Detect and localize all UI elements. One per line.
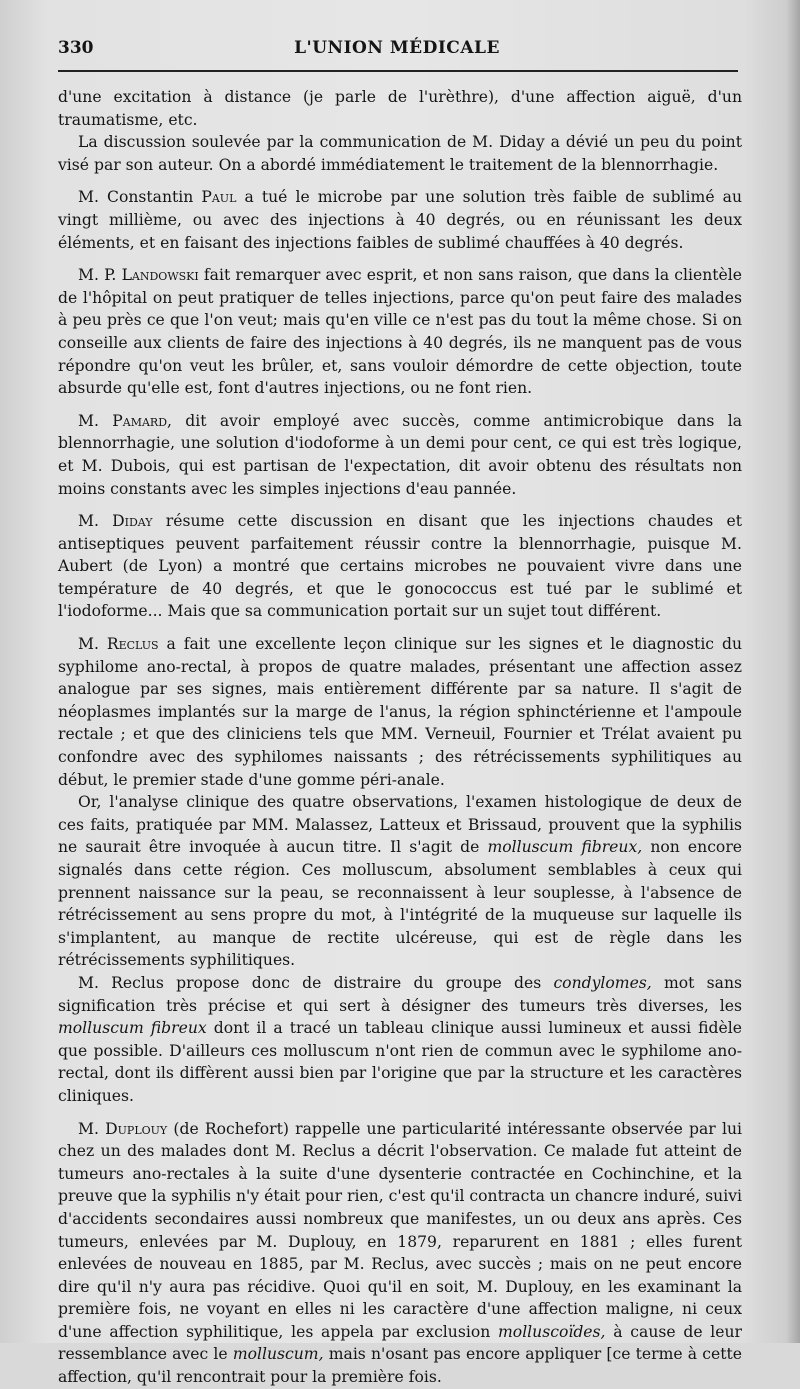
speaker-name: Pamard <box>112 411 168 430</box>
page-spine-shadow <box>786 0 800 1343</box>
header-rule <box>58 70 738 72</box>
paragraph-4: M. P. Landowski fait remarquer avec esprit, et non sans raison, que dans la clientèle de l'hôpital on peut pratiquer de telles injections, parce qu'on peut faire des malades à peu près ce que l'on veut; mais qu'en ville ce n'est pas du tout la même chose. Si on conseille aux clients de faire des injections à 40 degrés, ils ne manquent pas de vous répondre qu'on veut les brûler, et, sans vouloir démordre de cette objection, toute absurde qu'elle est, font d'autres injections, ou ne font rien. <box>58 266 742 398</box>
paragraph-7: M. Reclus a fait une excellente leçon clinique sur les signes et le diagnostic du syphilome ano-rectal, à propos de quatre malades, présentant une affection assez analogue par ses signes, mais entièrement différente par sa nature. Il s'agit de néoplasmes implantés sur la marge de l'anus, la région sphinctérienne et l'ampoule rectale ; et que des cliniciens tels que MM. Verneuil, Fournier et Trélat avaient pu confondre avec des syphilomes naissants ; des rétrécissements syphilitiques au début, le premier stade d'une gomme péri-anale. <box>58 635 742 789</box>
italic-term: molluscoïdes, <box>498 1322 606 1341</box>
page-header <box>58 38 736 62</box>
italic-term: molluscum, <box>232 1345 324 1364</box>
paragraph-1: d'une excitation à distance (je parle de l'urèthre), d'une affection aiguë, d'un traumatisme, etc. <box>58 88 742 129</box>
speaker-name: Reclus <box>106 635 159 654</box>
speaker-name: Landowski <box>121 266 199 285</box>
paragraph-3: M. Constantin Paul a tué le microbe par une solution très faible de sublimé au vingt millième, ou avec des injections à 40 degrés, ou en réunissant les deux éléments, et en faisant des injections faibles de sublimé chauffées à 40 degrés. <box>58 188 742 252</box>
paragraph-5: M. Pamard, dit avoir employé avec succès, comme antimicrobique dans la blennorrhagie, une solution d'iodoforme à un demi pour cent, ce qui est très logique, et M. Dubois, qui est partisan de l'expectation, dit avoir obtenu des résultats non moins constants avec les simples injections d'eau pannée. <box>58 411 742 498</box>
paragraph-8: Or, l'analyse clinique des quatre observations, l'examen histologique de deux de ces faits, pratiquée par MM. Malassez, Latteux et Brissaud, prouvent que la syphilis ne saurait être invoquée à aucun titre. Il s'agit de molluscum fibreux, non encore signalés dans cette région. Ces molluscum, absolument semblables à ceux qui prennent naissance sur la peau, se reconnaissent à leur souplesse, à l'absence de rétrécissement au sens propre du mot, à l'intégrité de la muqueuse sur laquelle ils s'implantent, au manque de rectite ulcéreuse, qui est de règle dans les rétrécissements syphilitiques. <box>58 793 743 970</box>
paragraph-10: M. Duplouy (de Rochefort) rappelle une particularité intéressante observée par lui chez un des malades dont M. Reclus a décrit l'observation. Ce malade fut atteint de tumeurs ano-rectales à la suite d'une dysenterie contractée en Cochinchine, et la preuve que la syphilis n'y était pour rien, c'est qu'il contracta un chancre induré, suivi d'accidents secondaires aussi nombreux que manifestes, un ou deux ans après. Ces tumeurs, enlevées par M. Duplouy, en 1879, reparurent en 1881 ; elles furent enlevées de nouveau en 1885, par M. Reclus, avec succès ; mais on ne peut encore dire qu'il n'y aura pas récidive. Quoi qu'il en soit, M. Duplouy, en les examinant la première fois, ne voyant en elles ni les caractère d'une affection maligne, ni ceux d'une affection syphilitique, les appela par exclusion molluscoïdes, à cause de leur ressemblance avec le molluscum, mais n'osant pas encore appliquer [ce terme à cette affection, qu'il rencontrait pour la première fois. <box>58 1119 742 1387</box>
paragraph-9: M. Reclus propose donc de distraire du groupe des condylomes, mot sans signification très précise et qui sert à désigner des tumeurs très diverses, les molluscum fibreux dont il a tracé un tableau clinique aussi lumineux et aussi fidèle que possible. D'ailleurs ces molluscum n'ont rien de commun avec le syphilome ano-rectal, dont ils diffèrent aussi bien par l'origine que par la structure et les caractères cliniques. <box>58 973 743 1105</box>
italic-term: condylomes, <box>553 973 652 992</box>
article-body <box>58 86 742 1389</box>
italic-term: molluscum fibreux <box>58 1019 207 1038</box>
speaker-name: Paul <box>201 188 237 207</box>
paragraph-2: La discussion soulevée par la communication de M. Diday a dévié un peu du point visé par son auteur. On a abordé immédiatement le traitement de la blennorrhagie. <box>58 133 742 174</box>
speaker-name: Diday <box>112 512 153 531</box>
italic-term: molluscum fibreux, <box>487 838 643 857</box>
paragraph-6: M. Diday résume cette discussion en disant que les injections chaudes et antiseptiques peuvent parfaitement réussir contre la blennorrhagie, puisque M. Aubert (de Lyon) a montré que certains microbes ne pouvaient vivre dans une température de 40 degrés, et que le gonococcus est tué par le sublimé et l'iodoforme... Mais que sa communication portait sur un sujet tout différent. <box>58 512 742 621</box>
page-number: 330 <box>58 38 94 58</box>
running-title: L'UNION MÉDICALE <box>294 38 500 58</box>
speaker-name: Duplouy <box>105 1119 168 1138</box>
